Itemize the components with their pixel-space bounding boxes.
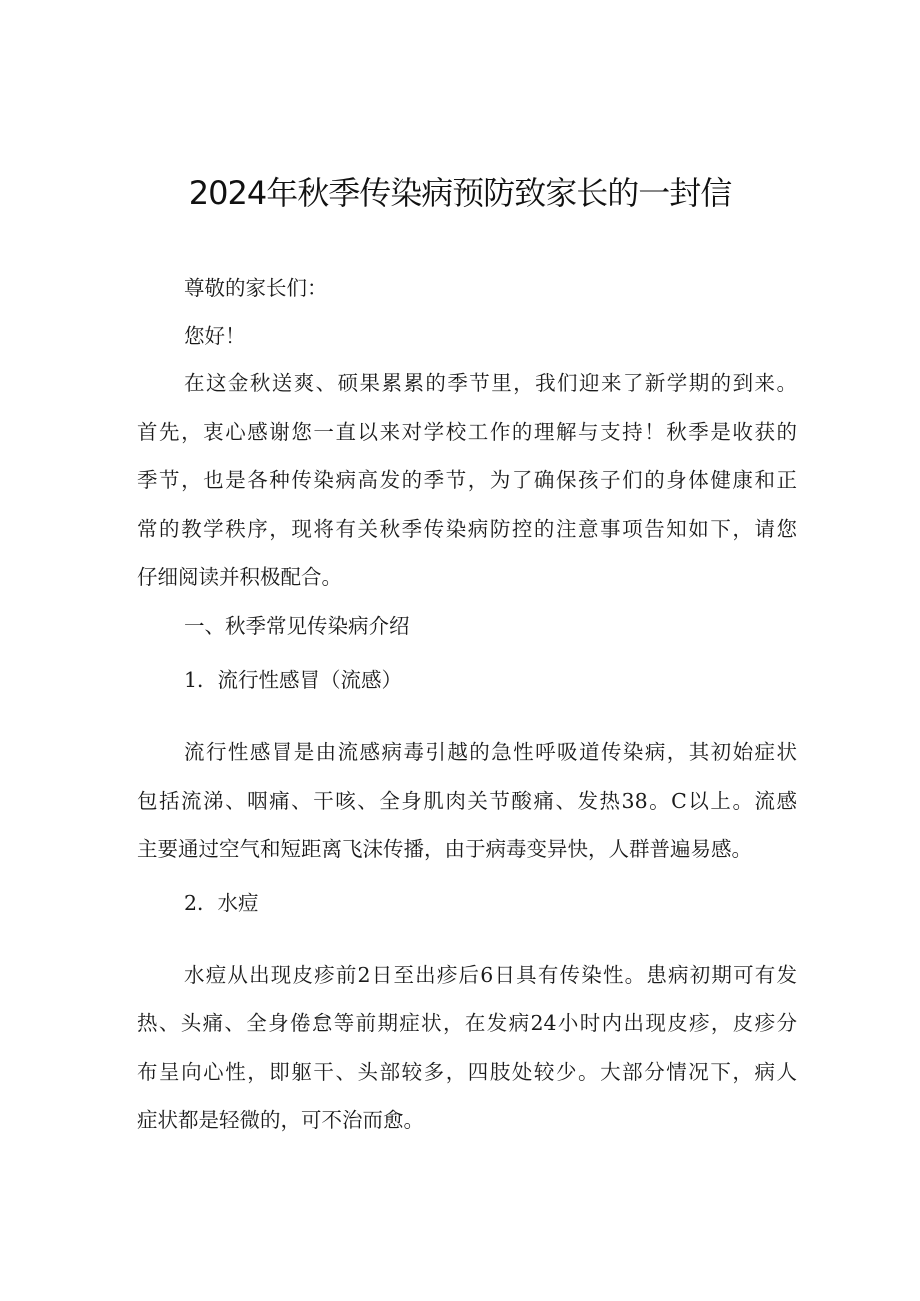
intro-line-3: 季节，也是各种传染病高发的季节，为了确保孩子们的身体健康和正 xyxy=(137,468,797,492)
item-2-line-4: 症状都是轻微的，可不治而愈。 xyxy=(137,1108,424,1132)
item-2-line-2: 热、头痛、全身倦怠等前期症状，在发病24小时内出现皮疹，皮疹分 xyxy=(137,1011,797,1035)
item-1-heading: 1．流行性感冒（流感） xyxy=(184,668,403,692)
item-1-line-2: 包括流涕、咽痛、干咳、全身肌肉关节酸痛、发热38。C以上。流感 xyxy=(137,789,797,813)
item-2-line-3: 布呈向心性，即躯干、头部较多，四肢处较少。大部分情况下，病人 xyxy=(137,1060,797,1084)
item-1-line-1: 流行性感冒是由流感病毒引越的急性呼吸道传染病，其初始症状 xyxy=(184,740,797,764)
item-2-heading: 2．水痘 xyxy=(184,891,259,915)
intro-line-2: 首先，衷心感谢您一直以来对学校工作的理解与支持！秋季是收获的 xyxy=(137,420,797,444)
greeting: 尊敬的家长们： xyxy=(184,276,328,300)
document-title: 2024年秋季传染病预防致家长的一封信 xyxy=(188,174,732,212)
intro-line-4: 常的教学秩序，现将有关秋季传染病防控的注意事项告知如下，请您 xyxy=(137,517,797,541)
item-1-line-3: 主要通过空气和短距离飞沫传播，由于病毒变异快，人群普遍易感。 xyxy=(137,837,752,861)
intro-line-5: 仔细阅读并积极配合。 xyxy=(137,565,342,589)
salutation: 您好！ xyxy=(184,324,246,348)
item-2-line-1: 水痘从出现皮疹前2日至出疹后6日具有传染性。患病初期可有发 xyxy=(184,963,797,987)
intro-line-1: 在这金秋送爽、硕果累累的季节里，我们迎来了新学期的到来。 xyxy=(184,371,797,395)
section-1-heading: 一、秋季常见传染病介绍 xyxy=(184,614,410,638)
